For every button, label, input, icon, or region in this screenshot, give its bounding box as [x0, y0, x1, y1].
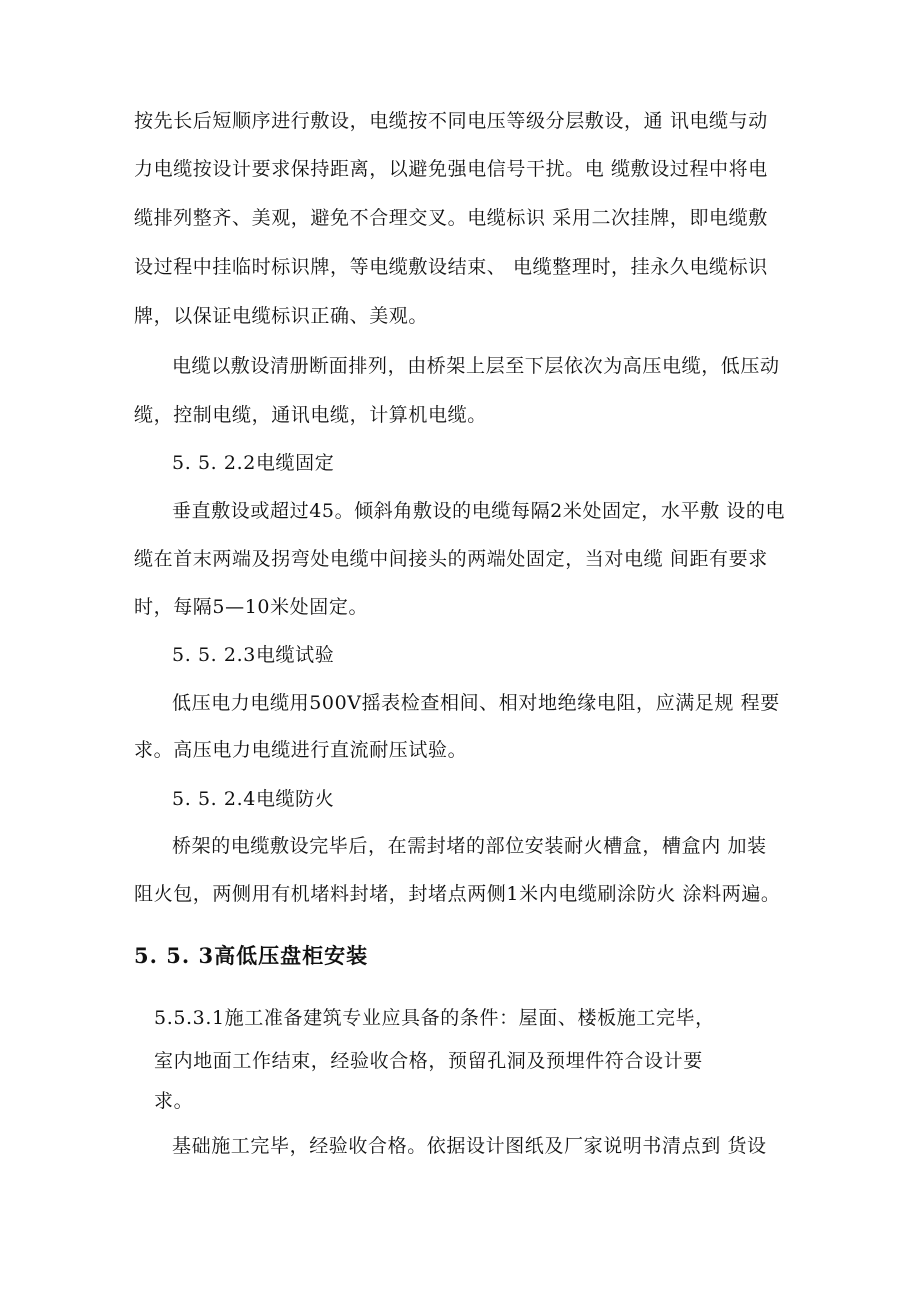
section-5-5-2-4-line-1: 桥架的电缆敷设完毕后，在需封堵的部位安装耐火槽盒，槽盒内 加装	[172, 835, 767, 857]
paragraph-2-line-2: 缆，控制电缆，通讯电缆，计算机电缆。	[134, 404, 487, 426]
paragraph-1-line-5: 牌，以保证电缆标识正确、美观。	[134, 305, 429, 327]
section-5-5-2-4-heading: 5. 5. 2.4电缆防火	[172, 788, 335, 810]
section-5-5-2-4-line-2: 阻火包，两侧用有机堵料封堵，封堵点两侧1米内电缆刷涂防火 涂料两遍。	[134, 883, 781, 905]
section-5-5-2-2-heading: 5. 5. 2.2电缆固定	[172, 452, 335, 474]
section-5-5-2-3-line-2: 求。高压电力电缆进行直流耐压试验。	[134, 739, 468, 761]
section-5-5-2-3-heading: 5. 5. 2.3电缆试验	[172, 644, 335, 666]
paragraph-1-line-4: 设过程中挂临时标识牌，等电缆敷设结束、 电缆整理时，挂永久电缆标识	[134, 256, 768, 278]
paragraph-2-line-1: 电缆以敷设清册断面排列，由桥架上层至下层依次为高压电缆，低压动	[172, 355, 780, 377]
section-5-5-2-3-line-1: 低压电力电缆用500V摇表检查相间、相对地绝缘电阻，应满足规 程要	[172, 692, 780, 714]
paragraph-1-line-2: 力电缆按设计要求保持距离，以避免强电信号干扰。电 缆敷设过程中将电	[134, 158, 768, 180]
paragraph-last-line-1: 基础施工完毕，经验收合格。依据设计图纸及厂家说明书清点到 货设	[172, 1135, 767, 1157]
section-5-5-2-2-line-2: 缆在首末两端及拐弯处电缆中间接头的两端处固定，当对电缆 间距有要求	[134, 548, 768, 570]
paragraph-1-line-3: 缆排列整齐、美观，避免不合理交叉。电缆标识 采用二次挂牌，即电缆敷	[134, 207, 768, 229]
section-5-5-3-1-line-3: 求。	[154, 1090, 194, 1112]
section-5-5-3-1-line-2: 室内地面工作结束，经验收合格，预留孔洞及预埋件符合设计要	[154, 1050, 703, 1072]
section-5-5-2-2-line-1: 垂直敷设或超过45。倾斜角敷设的电缆每隔2米处固定，水平敷 设的电	[172, 500, 786, 522]
section-5-5-2-2-line-3: 时，每隔5—10米处固定。	[134, 596, 369, 618]
section-5-5-3-heading: 5. 5. 3高低压盘柜安装	[134, 943, 369, 968]
section-5-5-3-1-line-1: 5.5.3.1施工准备建筑专业应具备的条件：屋面、楼板施工完毕，	[154, 1007, 715, 1029]
paragraph-1-line-1: 按先长后短顺序进行敷设，电缆按不同电压等级分层敷设，通 讯电缆与动	[134, 110, 768, 132]
